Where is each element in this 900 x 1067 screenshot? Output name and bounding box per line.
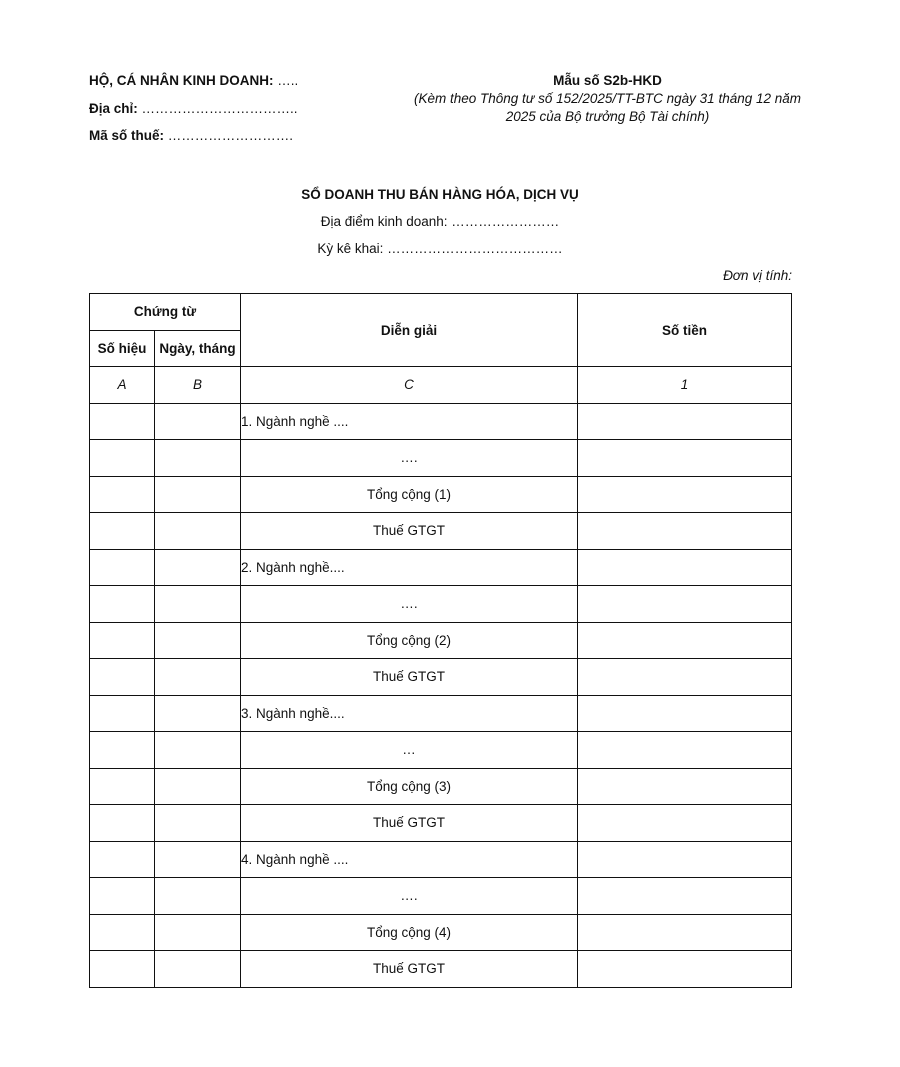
table-row [90, 659, 792, 696]
table-row [90, 622, 792, 659]
voucher-date-cell [155, 586, 241, 623]
tax-code-line [89, 127, 298, 155]
table-row [90, 403, 792, 440]
ledger-body [90, 403, 792, 987]
amount-cell [578, 695, 792, 732]
table-row [90, 440, 792, 477]
business-name-label: HỘ, CÁ NHÂN KINH DOANH: [89, 73, 274, 88]
voucher-date-cell [155, 659, 241, 696]
voucher-date-cell [155, 732, 241, 769]
voucher-date-cell [155, 695, 241, 732]
voucher-number-header: Số hiệu [90, 330, 155, 367]
amount-cell [578, 440, 792, 477]
description-header: Diễn giải [241, 294, 578, 367]
voucher-group-header: Chứng từ [90, 294, 241, 331]
column-index-b: B [155, 367, 241, 404]
voucher-number-cell [90, 622, 155, 659]
declaration-period-line: Kỳ kê khai: ………………………………… [317, 241, 563, 256]
address-line [89, 100, 298, 128]
voucher-date-cell [155, 476, 241, 513]
description-cell: 2. Ngành nghề.... [241, 549, 578, 586]
description-cell: …. [241, 878, 578, 915]
form-reference-block [410, 72, 805, 126]
voucher-number-cell [90, 914, 155, 951]
amount-cell [578, 513, 792, 550]
voucher-date-cell [155, 768, 241, 805]
voucher-number-cell [90, 513, 155, 550]
table-row [90, 586, 792, 623]
revenue-ledger-table [89, 293, 792, 988]
voucher-date-cell [155, 841, 241, 878]
table-row [90, 732, 792, 769]
voucher-date-cell [155, 622, 241, 659]
business-info-block [89, 72, 298, 155]
address-label: Địa chỉ: [89, 100, 138, 116]
amount-cell [578, 878, 792, 915]
voucher-number-cell [90, 549, 155, 586]
table-row [90, 914, 792, 951]
form-number: Mẫu số S2b-HKD [553, 73, 662, 88]
voucher-number-cell [90, 403, 155, 440]
description-cell: 1. Ngành nghề .... [241, 403, 578, 440]
voucher-number-cell [90, 805, 155, 842]
business-name-line [89, 72, 298, 100]
voucher-number-cell [90, 476, 155, 513]
voucher-number-cell [90, 440, 155, 477]
unit-of-measure-line: Đơn vị tính: [723, 268, 792, 283]
amount-cell [578, 586, 792, 623]
description-cell: …. [241, 440, 578, 477]
description-cell: Tổng cộng (2) [241, 622, 578, 659]
description-cell: Tổng cộng (1) [241, 476, 578, 513]
voucher-date-header: Ngày, tháng [155, 330, 241, 367]
amount-cell [578, 841, 792, 878]
amount-cell [578, 403, 792, 440]
amount-cell [578, 805, 792, 842]
voucher-date-cell [155, 914, 241, 951]
column-index-row [90, 367, 792, 404]
tax-code-value: ………………………. [164, 128, 294, 143]
voucher-date-cell [155, 403, 241, 440]
description-cell: Thuế GTGT [241, 951, 578, 988]
voucher-date-cell [155, 440, 241, 477]
header-row-1 [90, 294, 792, 331]
voucher-date-cell [155, 513, 241, 550]
description-cell: Thuế GTGT [241, 659, 578, 696]
voucher-number-cell [90, 659, 155, 696]
table-row [90, 549, 792, 586]
amount-cell [578, 659, 792, 696]
amount-cell [578, 622, 792, 659]
table-row [90, 841, 792, 878]
voucher-date-cell [155, 878, 241, 915]
column-index-a: A [90, 367, 155, 404]
table-row [90, 878, 792, 915]
voucher-number-cell [90, 841, 155, 878]
description-cell: … [241, 732, 578, 769]
voucher-number-cell [90, 878, 155, 915]
table-row [90, 695, 792, 732]
address-value: …………………………….. [137, 100, 298, 116]
description-cell: Thuế GTGT [241, 513, 578, 550]
voucher-number-cell [90, 586, 155, 623]
voucher-number-cell [90, 695, 155, 732]
voucher-date-cell [155, 951, 241, 988]
table-row [90, 805, 792, 842]
amount-cell [578, 732, 792, 769]
table-row [90, 951, 792, 988]
description-cell: Tổng cộng (4) [241, 914, 578, 951]
voucher-date-cell [155, 549, 241, 586]
column-index-c: C [241, 367, 578, 404]
voucher-number-cell [90, 732, 155, 769]
voucher-date-cell [155, 805, 241, 842]
amount-cell [578, 951, 792, 988]
voucher-number-cell [90, 951, 155, 988]
tax-code-label: Mã số thuế: [89, 128, 165, 143]
table-row [90, 513, 792, 550]
document-title: SỔ DOANH THU BÁN HÀNG HÓA, DỊCH VỤ [301, 187, 579, 202]
business-location-line: Địa điểm kinh doanh: …………………… [320, 214, 560, 229]
form-legal-note: (Kèm theo Thông tư số 152/2025/TT-BTC ngày 31 tháng 12 năm 2025 của Bộ trưởng Bộ Tài chính) [413, 91, 802, 124]
description-cell: 4. Ngành nghề .... [241, 841, 578, 878]
description-cell: Tổng cộng (3) [241, 768, 578, 805]
description-cell: 3. Ngành nghề.... [241, 695, 578, 732]
amount-cell [578, 914, 792, 951]
description-cell: …. [241, 586, 578, 623]
amount-cell [578, 476, 792, 513]
description-cell: Thuế GTGT [241, 805, 578, 842]
business-name-value: ….. [273, 73, 299, 88]
amount-header: Số tiền [578, 294, 792, 367]
voucher-number-cell [90, 768, 155, 805]
amount-cell [578, 549, 792, 586]
amount-cell [578, 768, 792, 805]
column-index-1: 1 [578, 367, 792, 404]
table-row [90, 476, 792, 513]
table-row [90, 768, 792, 805]
